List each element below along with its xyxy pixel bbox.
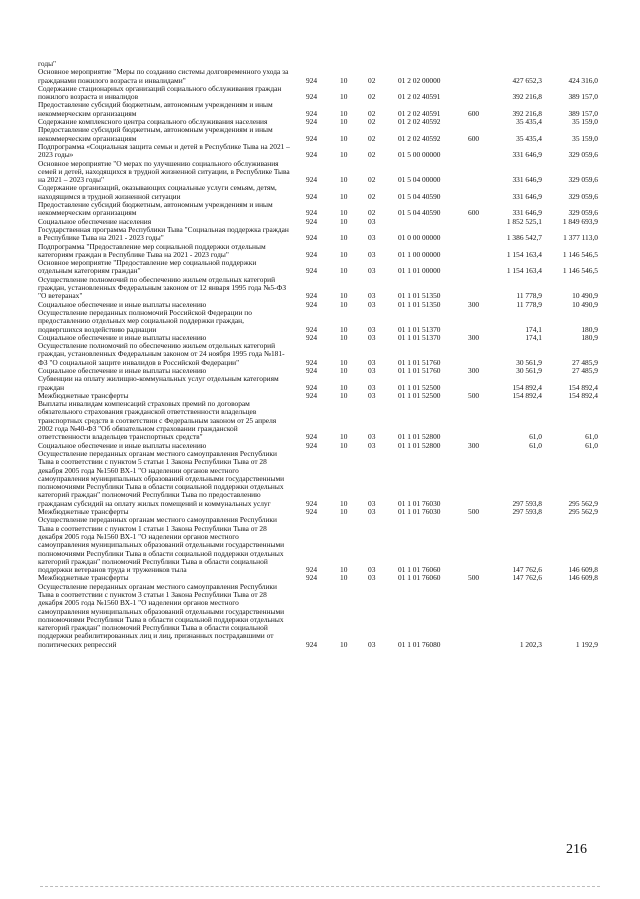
code-subsection: 02 bbox=[368, 117, 376, 127]
table-row bbox=[38, 309, 598, 334]
code-target-article: 01 1 01 00000 bbox=[398, 266, 441, 276]
amount-year-1: 11 778,9 bbox=[516, 299, 542, 309]
code-subsection: 03 bbox=[368, 266, 376, 276]
amount-year-1: 174,1 bbox=[525, 332, 542, 342]
row-name: Межбюджетные трансферты bbox=[38, 573, 129, 583]
page-number: 216 bbox=[566, 842, 587, 857]
row-name: Предоставление субсидий бюджетным, автономным учреждениям и иным некоммерческим организациям bbox=[38, 200, 273, 218]
row-name: Осуществление переданных органам местного самоуправления Республики Тыва в соответствии с пунктом 5 статьи 1 Закона Республики Тыва от 28 декабря 2005 года №1560 ВХ-1 "О наделении органов местного самоуправления муниципальных образований отдельными государственными полномочиями Республики Тыва в области социальной поддержки отдельных категорий граждан" полномочий Республики Тыва по предоставлению гражданам субсидий на оплату жилых помещений и коммунальных услуг bbox=[38, 448, 285, 508]
code-subsection: 02 bbox=[368, 191, 376, 201]
row-name: Осуществление полномочий по обеспечению жильем отдельных категорий граждан, установленных Федеральным законом от 24 ноября 1995 года №181-ФЗ "О социальной защите инвалидов в Российской Федерации" bbox=[38, 341, 285, 367]
code-section: 10 bbox=[340, 216, 348, 226]
amount-year-2: 295 562,9 bbox=[568, 498, 598, 508]
code-subsection: 03 bbox=[368, 216, 376, 226]
amount-year-2: 35 159,0 bbox=[572, 117, 598, 127]
code-grbs: 924 bbox=[306, 507, 318, 517]
code-grbs: 924 bbox=[306, 432, 318, 442]
amount-year-1: 11 778,9 bbox=[516, 291, 542, 301]
amount-year-1: 1 154 163,4 bbox=[506, 266, 542, 276]
row-name: Социальное обеспечение и иные выплаты населению bbox=[38, 440, 207, 450]
table-row bbox=[38, 126, 598, 143]
code-grbs: 924 bbox=[306, 233, 318, 243]
code-subsection: 02 bbox=[368, 150, 376, 160]
table-row bbox=[38, 226, 598, 243]
code-subsection: 02 bbox=[368, 108, 376, 118]
amount-year-2: 10 490,9 bbox=[572, 291, 598, 301]
table-row bbox=[38, 342, 598, 367]
row-name: Содержание комплексного центра социального обслуживания населения bbox=[38, 117, 268, 127]
amount-year-1: 35 435,4 bbox=[516, 117, 542, 127]
code-expense-type: 600 bbox=[468, 208, 480, 218]
amount-year-2: 146 609,8 bbox=[568, 565, 598, 575]
amount-year-1: 331 646,9 bbox=[512, 175, 542, 185]
code-expense-type: 500 bbox=[468, 573, 480, 583]
code-subsection: 03 bbox=[368, 332, 376, 342]
table-row bbox=[38, 85, 598, 102]
code-subsection: 03 bbox=[368, 565, 376, 575]
code-target-article: 01 5 04 40590 bbox=[398, 208, 441, 218]
table-row bbox=[38, 160, 598, 185]
code-section: 10 bbox=[340, 365, 348, 375]
code-section: 10 bbox=[340, 191, 348, 201]
amount-year-1: 61,0 bbox=[529, 440, 542, 450]
table-row bbox=[38, 201, 598, 218]
row-name: Предоставление субсидий бюджетным, автономным учреждениям и иным некоммерческим организациям bbox=[38, 125, 273, 143]
code-section: 10 bbox=[340, 208, 348, 218]
code-section: 10 bbox=[340, 117, 348, 127]
code-subsection: 03 bbox=[368, 507, 376, 517]
code-section: 10 bbox=[340, 175, 348, 185]
amount-year-1: 1 852 525,1 bbox=[506, 216, 542, 226]
amount-year-2: 10 490,9 bbox=[572, 299, 598, 309]
code-expense-type: 600 bbox=[468, 133, 480, 143]
row-name: Содержание стационарных организаций социального обслуживания граждан пожилого возраста и инвалидов bbox=[38, 83, 282, 102]
code-target-article: 01 1 01 52800 bbox=[398, 432, 441, 442]
table-row bbox=[38, 450, 598, 508]
amount-year-2: 424 316,0 bbox=[568, 75, 598, 85]
code-expense-type: 300 bbox=[468, 299, 480, 309]
code-expense-type: 500 bbox=[468, 507, 480, 517]
code-subsection: 03 bbox=[368, 249, 376, 259]
code-expense-type: 500 bbox=[468, 390, 480, 400]
code-section: 10 bbox=[340, 390, 348, 400]
row-name: Социальное обеспечение и иные выплаты населению bbox=[38, 332, 207, 342]
code-section: 10 bbox=[340, 565, 348, 575]
code-subsection: 03 bbox=[368, 639, 376, 649]
amount-year-1: 331 646,9 bbox=[512, 208, 542, 218]
row-name: Осуществление полномочий по обеспечению жильем отдельных категорий граждан, установленных Федеральным законом от 12 января 1995 года №5-ФЗ "О ветеранах" bbox=[38, 274, 287, 301]
row-name: Социальное обеспечение и иные выплаты населению bbox=[38, 365, 207, 375]
amount-year-2: 1 146 546,5 bbox=[562, 249, 598, 259]
code-grbs: 924 bbox=[306, 108, 318, 118]
code-section: 10 bbox=[340, 75, 348, 85]
table-row bbox=[38, 516, 598, 574]
amount-year-1: 147 762,6 bbox=[512, 565, 542, 575]
code-target-article: 01 1 01 51760 bbox=[398, 365, 441, 375]
amount-year-1: 174,1 bbox=[525, 324, 542, 334]
code-section: 10 bbox=[340, 133, 348, 143]
code-target-article: 01 1 01 76080 bbox=[398, 639, 441, 649]
row-name: Содержание организаций, оказывающих социальные услуги семьям, детям, находящимся в трудной жизненной ситуации bbox=[38, 183, 277, 201]
amount-year-1: 297 593,8 bbox=[512, 498, 542, 508]
code-target-article: 01 2 02 40592 bbox=[398, 117, 441, 127]
code-expense-type: 600 bbox=[468, 108, 480, 118]
code-expense-type: 300 bbox=[468, 332, 480, 342]
table-row bbox=[38, 243, 598, 260]
table-row bbox=[38, 68, 598, 85]
code-target-article: 01 1 01 51370 bbox=[398, 324, 441, 334]
code-subsection: 02 bbox=[368, 75, 376, 85]
row-name: Основное мероприятие "Меры по созданию системы долговременного ухода за гражданами пожилого возраста и инвалидами" bbox=[38, 67, 289, 85]
code-section: 10 bbox=[340, 299, 348, 309]
amount-year-2: 389 157,0 bbox=[568, 108, 598, 118]
code-grbs: 924 bbox=[306, 440, 318, 450]
code-section: 10 bbox=[340, 357, 348, 367]
code-section: 10 bbox=[340, 639, 348, 649]
code-target-article: 01 2 02 00000 bbox=[398, 75, 441, 85]
row-name: Выплаты инвалидам компенсаций страховых премий по договорам обязательного страхования гражданской ответственности владельцев транспортных средств в соответствии с Федеральным законом от 25 апреля 2002 года №40-ФЗ "Об обязательном страховании гражданской ответственности владельцев транспортных средств" bbox=[38, 399, 277, 442]
code-section: 10 bbox=[340, 108, 348, 118]
code-grbs: 924 bbox=[306, 332, 318, 342]
code-grbs: 924 bbox=[306, 573, 318, 583]
code-target-article: 01 2 02 40591 bbox=[398, 108, 441, 118]
code-target-article: 01 1 01 51760 bbox=[398, 357, 441, 367]
amount-year-1: 30 561,9 bbox=[516, 357, 542, 367]
amount-year-2: 329 059,6 bbox=[568, 175, 598, 185]
amount-year-1: 1 202,3 bbox=[519, 639, 542, 649]
code-section: 10 bbox=[340, 573, 348, 583]
amount-year-2: 389 157,0 bbox=[568, 92, 598, 102]
code-target-article: 01 2 02 40591 bbox=[398, 92, 441, 102]
row-name: Подпрограмма "Предоставление мер социальной поддержки отдельным категориям граждан в Республике Тыва на 2021 - 2023 годы" bbox=[38, 241, 266, 259]
code-subsection: 03 bbox=[368, 299, 376, 309]
code-target-article: 01 1 01 76030 bbox=[398, 507, 441, 517]
amount-year-1: 297 593,8 bbox=[512, 507, 542, 517]
code-section: 10 bbox=[340, 332, 348, 342]
code-target-article: 01 0 00 00000 bbox=[398, 233, 441, 243]
amount-year-1: 392 216,8 bbox=[512, 108, 542, 118]
table-row bbox=[38, 583, 598, 649]
row-name: Социальное обеспечение населения bbox=[38, 216, 152, 226]
code-section: 10 bbox=[340, 249, 348, 259]
amount-year-2: 1 377 113,0 bbox=[563, 233, 598, 243]
code-target-article: 01 5 00 00000 bbox=[398, 150, 441, 160]
code-subsection: 02 bbox=[368, 208, 376, 218]
amount-year-1: 331 646,9 bbox=[512, 150, 542, 160]
code-subsection: 03 bbox=[368, 357, 376, 367]
row-name: Основное мероприятие "Предоставление мер социальной поддержки отдельным категориям граждан" bbox=[38, 258, 257, 276]
code-subsection: 02 bbox=[368, 133, 376, 143]
amount-year-2: 61,0 bbox=[585, 440, 598, 450]
amount-year-2: 35 159,0 bbox=[572, 133, 598, 143]
code-target-article: 01 1 01 52500 bbox=[398, 390, 441, 400]
row-name: Осуществление переданных органам местного самоуправления Республики Тыва в соответствии с пунктом 3 статьи 1 Закона Республики Тыва от 28 декабря 2005 года №1560 ВХ-1 "О наделении органов местного самоуправления муниципальных образований отдельными государственными полномочиями Республики Тыва в области социальной поддержки отдельных категорий граждан" полномочий Республики Тыва в области социальной поддержки реабилитированных лиц и лиц, признанных пострадавшими от политических репрессий bbox=[38, 581, 285, 649]
code-grbs: 924 bbox=[306, 382, 318, 392]
amount-year-1: 30 561,9 bbox=[516, 365, 542, 375]
code-target-article: 01 1 01 51350 bbox=[398, 299, 441, 309]
code-target-article: 01 5 04 40590 bbox=[398, 191, 441, 201]
code-grbs: 924 bbox=[306, 133, 318, 143]
code-section: 10 bbox=[340, 507, 348, 517]
row-name: Предоставление субсидий бюджетным, автономным учреждениям и иным некоммерческим организациям bbox=[38, 100, 273, 118]
code-section: 10 bbox=[340, 291, 348, 301]
code-grbs: 924 bbox=[306, 175, 318, 185]
code-target-article: 01 5 04 00000 bbox=[398, 175, 441, 185]
code-grbs: 924 bbox=[306, 75, 318, 85]
amount-year-2: 329 059,6 bbox=[568, 208, 598, 218]
budget-table bbox=[38, 60, 598, 649]
amount-year-1: 35 435,4 bbox=[516, 133, 542, 143]
amount-year-1: 154 892,4 bbox=[512, 390, 542, 400]
code-target-article: 01 1 01 76060 bbox=[398, 565, 441, 575]
code-target-article: 01 1 01 51350 bbox=[398, 291, 441, 301]
code-target-article: 01 2 02 40592 bbox=[398, 133, 441, 143]
amount-year-1: 331 646,9 bbox=[512, 191, 542, 201]
amount-year-2: 180,9 bbox=[581, 324, 598, 334]
amount-year-1: 392 216,8 bbox=[512, 92, 542, 102]
amount-year-2: 61,0 bbox=[585, 432, 598, 442]
code-grbs: 924 bbox=[306, 498, 318, 508]
code-grbs: 924 bbox=[306, 365, 318, 375]
row-name: Осуществление переданных органам местного самоуправления Республики Тыва в соответствии с пунктом 1 статьи 1 Закона Республики Тыва от 28 декабря 2005 года №1560 ВХ-1 "О наделении органов местного самоуправления муниципальных образований отдельными государственными полномочиями Республики Тыва в области социальной поддержки отдельных категорий граждан" полномочий Республики Тыва в области социальной поддержки ветеранов труда и тружеников тыла bbox=[38, 515, 285, 575]
code-expense-type: 300 bbox=[468, 365, 480, 375]
code-subsection: 03 bbox=[368, 498, 376, 508]
code-target-article: 01 1 01 76030 bbox=[398, 498, 441, 508]
amount-year-2: 27 485,9 bbox=[572, 357, 598, 367]
code-target-article: 01 1 01 52800 bbox=[398, 440, 441, 450]
code-section: 10 bbox=[340, 324, 348, 334]
code-subsection: 03 bbox=[368, 382, 376, 392]
code-subsection: 02 bbox=[368, 175, 376, 185]
footer-divider bbox=[40, 886, 600, 887]
code-subsection: 03 bbox=[368, 291, 376, 301]
code-grbs: 924 bbox=[306, 357, 318, 367]
code-section: 10 bbox=[340, 440, 348, 450]
amount-year-1: 154 892,4 bbox=[512, 382, 542, 392]
amount-year-1: 1 154 163,4 bbox=[506, 249, 542, 259]
code-subsection: 03 bbox=[368, 440, 376, 450]
code-target-article: 01 1 01 51370 bbox=[398, 332, 441, 342]
code-subsection: 03 bbox=[368, 233, 376, 243]
code-subsection: 03 bbox=[368, 324, 376, 334]
code-grbs: 924 bbox=[306, 639, 318, 649]
row-name: Социальное обеспечение и иные выплаты населению bbox=[38, 299, 207, 309]
amount-year-2: 329 059,6 bbox=[568, 191, 598, 201]
amount-year-2: 154 892,4 bbox=[568, 390, 598, 400]
amount-year-2: 180,9 bbox=[581, 332, 598, 342]
code-subsection: 03 bbox=[368, 432, 376, 442]
table-row bbox=[38, 400, 598, 441]
table-row bbox=[38, 143, 598, 160]
amount-year-2: 1 849 693,9 bbox=[562, 216, 598, 226]
amount-year-2: 1 146 546,5 bbox=[562, 266, 598, 276]
table-row bbox=[38, 184, 598, 201]
code-grbs: 924 bbox=[306, 299, 318, 309]
row-name: Государственная программа Республики Тыва "Социальная поддержка граждан в Республике Тыва на 2021 - 2023 годы" bbox=[38, 224, 289, 243]
code-grbs: 924 bbox=[306, 324, 318, 334]
code-target-article: 01 1 01 76060 bbox=[398, 573, 441, 583]
row-name: годы" bbox=[38, 59, 57, 68]
code-section: 10 bbox=[340, 150, 348, 160]
code-grbs: 924 bbox=[306, 92, 318, 102]
code-subsection: 03 bbox=[368, 390, 376, 400]
row-name: Субвенции на оплату жилищно-коммунальных услуг отдельным категориям граждан bbox=[38, 374, 279, 392]
row-name: Межбюджетные трансферты bbox=[38, 507, 129, 517]
code-section: 10 bbox=[340, 92, 348, 102]
table-row bbox=[38, 101, 598, 118]
code-section: 10 bbox=[340, 432, 348, 442]
amount-year-1: 61,0 bbox=[529, 432, 542, 442]
code-grbs: 924 bbox=[306, 390, 318, 400]
code-grbs: 924 bbox=[306, 117, 318, 127]
amount-year-2: 154 892,4 bbox=[568, 382, 598, 392]
amount-year-2: 27 485,9 bbox=[572, 365, 598, 375]
row-name: Межбюджетные трансферты bbox=[38, 390, 129, 400]
row-name: Основное мероприятие "О мерах по улучшению социального обслуживания семей и детей, находящихся в трудной жизненной ситуации, в Республике Тыва на 2021 – 2023 годы" bbox=[38, 158, 290, 185]
code-grbs: 924 bbox=[306, 216, 318, 226]
code-grbs: 924 bbox=[306, 565, 318, 575]
code-section: 10 bbox=[340, 498, 348, 508]
table-row bbox=[38, 276, 598, 301]
code-grbs: 924 bbox=[306, 150, 318, 160]
table-row bbox=[38, 375, 598, 392]
amount-year-2: 146 609,8 bbox=[568, 573, 598, 583]
code-section: 10 bbox=[340, 382, 348, 392]
code-section: 10 bbox=[340, 266, 348, 276]
code-grbs: 924 bbox=[306, 249, 318, 259]
amount-year-2: 1 192,9 bbox=[575, 639, 598, 649]
code-target-article: 01 1 00 00000 bbox=[398, 249, 441, 259]
amount-year-1: 147 762,6 bbox=[512, 573, 542, 583]
table-row bbox=[38, 259, 598, 276]
code-grbs: 924 bbox=[306, 266, 318, 276]
amount-year-2: 329 059,6 bbox=[568, 150, 598, 160]
code-subsection: 02 bbox=[368, 92, 376, 102]
row-name: Осуществление переданных полномочий Российской Федерации по предоставлению отдельных мер социальной поддержки граждан, подвергшихся воздействию радиации bbox=[38, 307, 252, 334]
code-section: 10 bbox=[340, 233, 348, 243]
row-name: Подпрограмма «Социальная защита семьи и детей в Республике Тыва на 2021 – 2023 годы» bbox=[38, 141, 290, 160]
code-expense-type: 300 bbox=[468, 440, 480, 450]
amount-year-1: 427 652,3 bbox=[512, 75, 542, 85]
code-grbs: 924 bbox=[306, 208, 318, 218]
amount-year-2: 295 562,9 bbox=[568, 507, 598, 517]
code-grbs: 924 bbox=[306, 291, 318, 301]
code-grbs: 924 bbox=[306, 191, 318, 201]
code-target-article: 01 1 01 52500 bbox=[398, 382, 441, 392]
code-subsection: 03 bbox=[368, 365, 376, 375]
amount-year-1: 1 386 542,7 bbox=[506, 233, 542, 243]
code-subsection: 03 bbox=[368, 573, 376, 583]
